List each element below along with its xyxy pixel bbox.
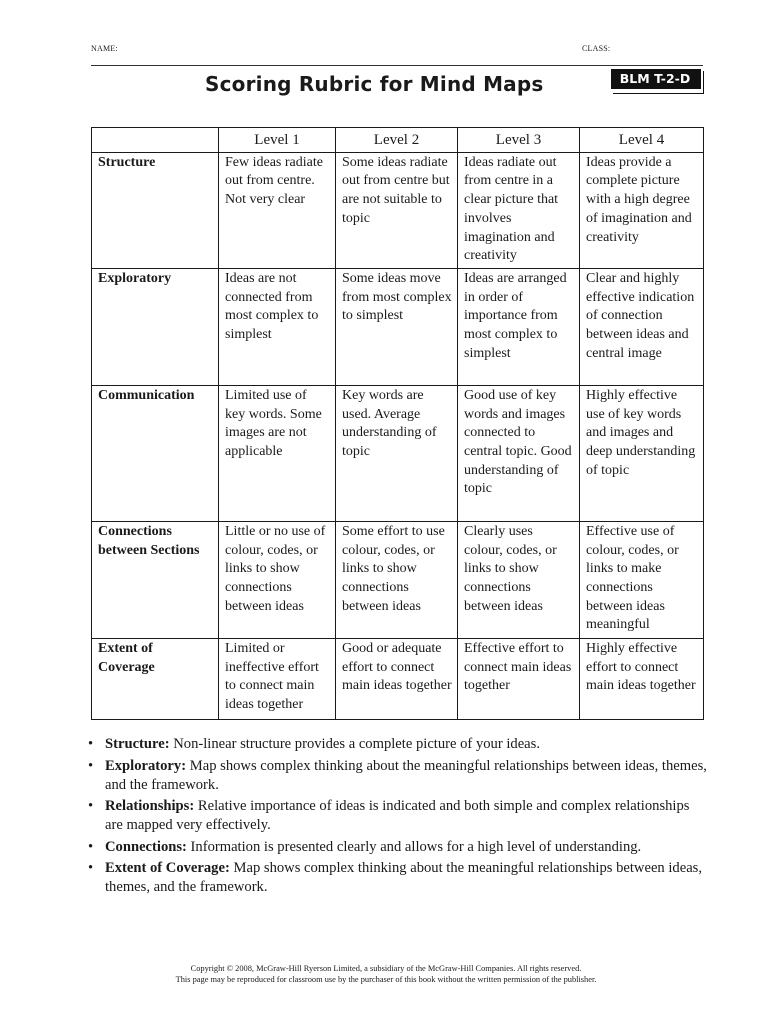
- table-cell: Limited use of key words. Some images are not applicable: [219, 385, 336, 521]
- column-header: [92, 128, 219, 153]
- table-row: [92, 152, 704, 268]
- table-cell: Some ideas radiate out from centre but are not suitable to topic: [336, 152, 458, 268]
- note-text: Map shows complex thinking about the meaningful relationships between ideas, themes, and the framework.: [105, 860, 703, 895]
- bullet-icon: •: [88, 838, 94, 855]
- table-cell: Clearly uses colour, codes, or links to show connections between ideas: [458, 521, 580, 638]
- page-title: Scoring Rubric for Mind Maps: [205, 72, 544, 96]
- criterion-cell: Extent of Coverage: [92, 638, 219, 719]
- note-term: Exploratory:: [105, 757, 187, 774]
- bullet-icon: •: [88, 736, 94, 752]
- criterion-cell: Exploratory: [92, 268, 219, 385]
- permission-line: This page may be reproduced for classroom use by the purchaser of this book without the written permission of the publisher.: [175, 975, 597, 984]
- column-header: Level 4: [580, 128, 704, 153]
- note-term: Structure:: [105, 736, 170, 752]
- table-cell: Good or adequate effort to connect main ideas together: [336, 638, 458, 719]
- table-cell: Ideas are not connected from most complex to simplest: [219, 268, 336, 385]
- note-text: Non-linear structure provides a complete picture of your ideas.: [173, 736, 540, 752]
- note-text: Relative importance of ideas is indicated and both simple and complex relationships are mapped very effectively.: [105, 798, 690, 833]
- list-item: [88, 735, 708, 754]
- criterion-cell: Structure: [92, 152, 219, 268]
- name-label: NAME:: [91, 44, 118, 53]
- bullet-icon: •: [88, 757, 94, 774]
- column-header: Level 2: [336, 128, 458, 153]
- table-cell: Few ideas radiate out from centre. Not very clear: [219, 152, 336, 268]
- table-cell: Ideas are arranged in order of importance from most complex to simplest: [458, 268, 580, 385]
- table-cell: Ideas radiate out from centre in a clear picture that involves imagination and creativity: [458, 152, 580, 268]
- copyright-footer: [91, 963, 681, 985]
- table-cell: Some effort to use colour, codes, or links to show connections between ideas: [336, 521, 458, 638]
- table-cell: Little or no use of colour, codes, or links to show connections between ideas: [219, 521, 336, 638]
- note-term: Relationships:: [105, 798, 195, 814]
- table-cell: Ideas provide a complete picture with a high degree of imagination and creativity: [580, 152, 704, 268]
- list-item: [88, 757, 708, 795]
- table-cell: Effective effort to connect main ideas together: [458, 638, 580, 719]
- list-item: [88, 859, 708, 897]
- table-cell: Good use of key words and images connected to central topic. Good understanding of topic: [458, 385, 580, 521]
- table-cell: Some ideas move from most complex to simplest: [336, 268, 458, 385]
- table-cell: Highly effective use of key words and images and deep understanding of topic: [580, 385, 704, 521]
- table-cell: Clear and highly effective indication of connection between ideas and central image: [580, 268, 704, 385]
- table-cell: Key words are used. Average understanding of topic: [336, 385, 458, 521]
- rubric-table: [91, 127, 704, 720]
- bullet-icon: •: [88, 860, 94, 876]
- table-row: [92, 385, 704, 521]
- blm-badge: BLM T-2-D: [611, 69, 701, 89]
- note-text: Information is presented clearly and allows for a high level of understanding.: [190, 838, 642, 855]
- table-row: [92, 638, 704, 719]
- criterion-cell: Connections between Sections: [92, 521, 219, 638]
- table-header-row: [92, 128, 704, 153]
- copyright-line: Copyright © 2008, McGraw-Hill Ryerson Limited, a subsidiary of the McGraw-Hill Companies. All rights reserved.: [190, 964, 582, 973]
- column-header: Level 3: [458, 128, 580, 153]
- note-text: Map shows complex thinking about the meaningful relationships between ideas, themes, and the framework.: [105, 757, 707, 793]
- bullet-icon: •: [88, 798, 94, 814]
- table-cell: Effective use of colour, codes, or links to make connections between ideas meaningful: [580, 521, 704, 638]
- table-row: [92, 521, 704, 638]
- note-term: Extent of Coverage:: [105, 860, 230, 876]
- criteria-notes-list: [88, 735, 708, 900]
- column-header: Level 1: [219, 128, 336, 153]
- list-item: [88, 838, 708, 857]
- table-cell: Highly effective effort to connect main ideas together: [580, 638, 704, 719]
- table-row: [92, 268, 704, 385]
- note-term: Connections:: [105, 838, 187, 855]
- class-label: CLASS:: [582, 44, 611, 53]
- list-item: [88, 797, 708, 835]
- table-cell: Limited or ineffective effort to connect main ideas together: [219, 638, 336, 719]
- header-rule: [91, 65, 703, 66]
- criterion-cell: Communication: [92, 385, 219, 521]
